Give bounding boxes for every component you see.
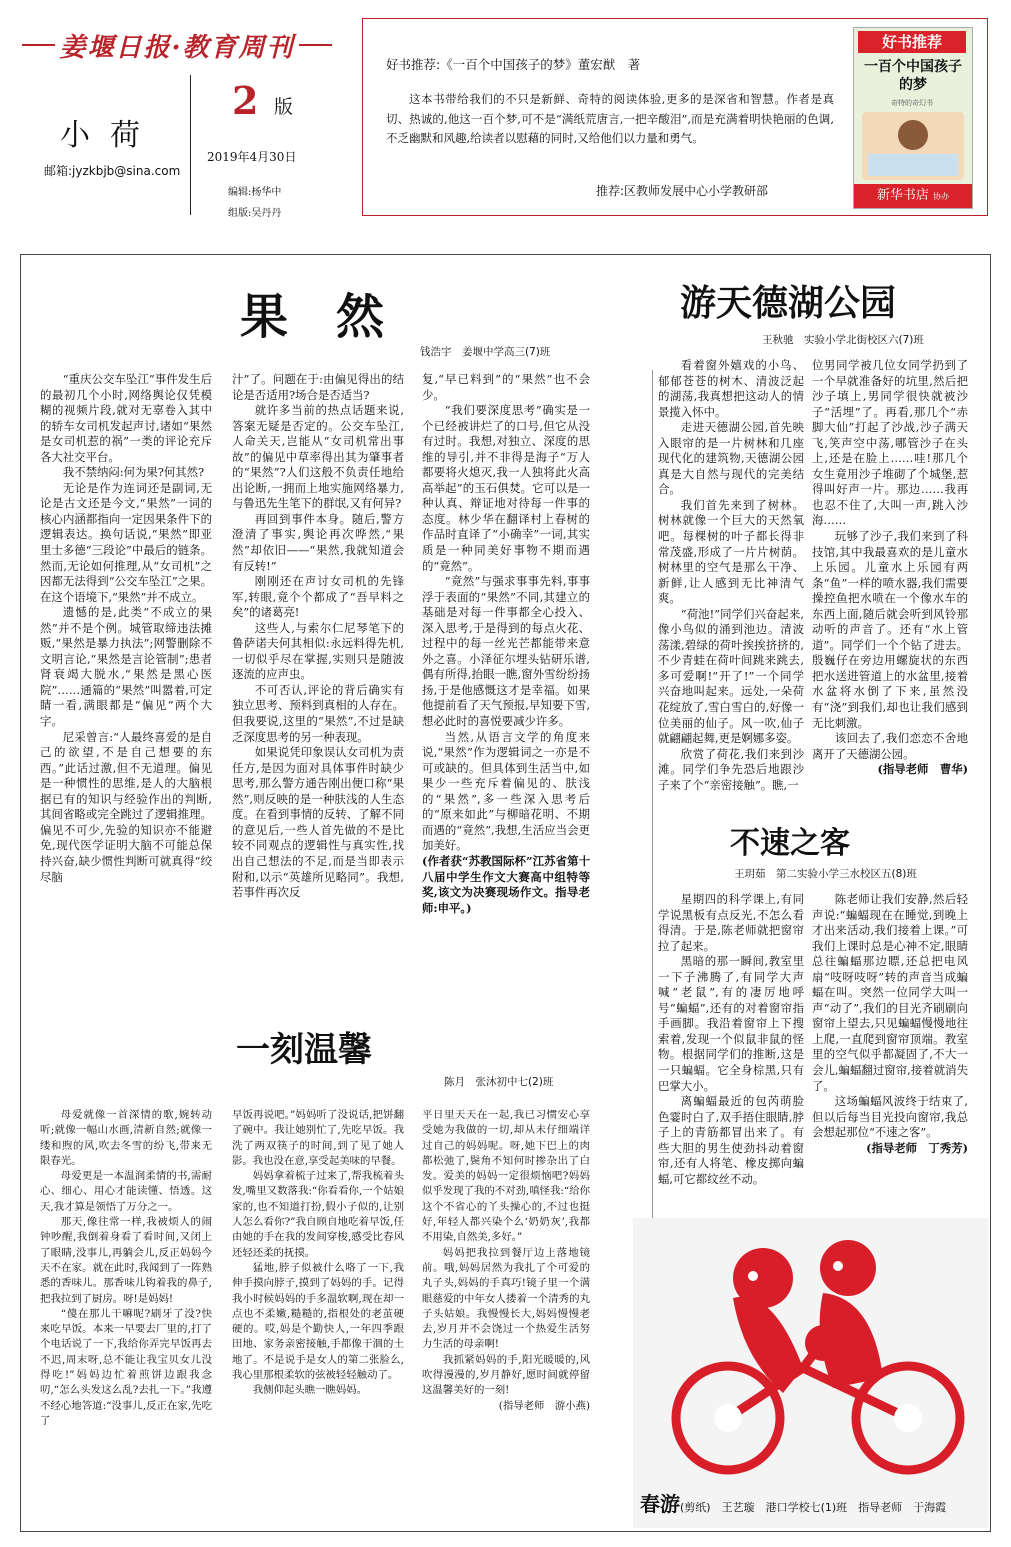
wenxin-col3: 平日里天天在一起,我已习惯安心享受她为我做的一切,却从未仔细端详过自己的妈妈呢。呀,她下巴上的肉都松弛了,鬓角不知何时掺杂出了白发。爱美的妈妈一定很烦恼吧?妈妈似乎发现了我的不对劲,嗔怪我:“给你这个不省心的丫头操心的,不过也挺好,年轻人都兴染个么‘奶奶灰’,我都不用染,自然美,多好。” 妈妈把我拉到餐厅边上落地镜前。哦,妈妈居然为我扎了个可爱的丸子头,妈妈的手真巧!镜子里一个满眼慈爱的中年女人搂着一个清秀的丸子头姑娘。我慢慢长大,妈妈慢慢老去,岁月并不会饶过一个热爱生活努力生活的母亲啊! 我抓紧妈妈的手,阳光暖暖的,风吹得漫漫的,岁月静好,愿时间就停留这温馨美好的一刻! (指导老师 游小燕) (422, 1108, 590, 1414)
busuzhike-col1: 星期四的科学课上,有同学说黑板有点反光,不怎么看得清。于是,陈老师就把窗帘拉了起来。 黑暗的那一瞬间,教室里一下子沸腾了,有同学大声喊“老鼠”,有的凄厉地呼号“蝙蝠”,还有的对着窗帘指手画脚。我沿着窗帘上下搜索着,发现一个似鼠非鼠的怪物。根据同学们的推断,这是一只蝙蝠。它全身棕黑,只有巴掌大小。 离蝙蝠最近的包芮萌脸色霎时白了,双手捂住眼睛,脖子上的青筋都冒出来了。有些大胆的男生使劲抖动着窗帘,还有人将笔、橡皮掷向蝙蝠,可它都纹丝不动。 (658, 892, 804, 1186)
article-title-wenxin: 一刻温馨 (236, 1030, 372, 1070)
email: 邮箱:jyzkbjb@sina.com (44, 164, 181, 178)
byline-busuzhike: 王玥茹 第二实验小学三水校区五(8)班 (734, 868, 917, 880)
guoran-col3: 复,“早已料到”的“果然”也不会少。 “我们要深度思考”确实是一个已经被讲烂了的口号,但它从没有过时。我想,对独立、深度的思维的导引,并不非得是海子“万人都要将火熄灭,我一人独将此火高高举起”的玉石俱焚。它可以是一种认真、辩证地对待每一件事的态度。林少华在翻译村上春树的作品时直译了“小确幸”一词,其实质是一种同美好事物不期而遇的“竟然”。 “竟然”与强求事事先料,事事浮于表面的“果然”不同,其建立的基础是对每一件事都全心投入、深入思考,于是得到的每点火花、过程中的每一丝光芒都能带来意外之喜。小泽征尔埋头钻研乐谱,偶有所得,抬眼一瞧,窗外雪纷纷扬扬,于是他感慨这才是幸福。如果他提前看了天气预报,早知要下雪,想必此时的喜悦要减少许多。 当然,从语言文学的角度来说,“果然”作为逻辑词之一亦是不可或缺的。但具体到生活当中,如果少一些充斥着偏见的、肤浅的“果然”,多一些深入思考后的“原来如此”与柳暗花明、不期而遇的“竟然”,我想,生活应当会更加美好。 (作者获“苏教国际杯”江苏省第十八届中学生作文大赛高中组特等奖,该文为决赛现场作文。指导老师:申平。) (422, 372, 590, 915)
tiandehu-note: (指导老师 曹华) (877, 762, 968, 777)
wenxin-col2: 早饭再说吧。”妈妈听了没说话,把饼翻了碗中。我让她别忙了,先吃早饭。我洗了两双筷子的时间,到了见了她人影。我也没在意,享受起美味的早餐。 妈妈拿着梳子过来了,帮我梳着头发,嘴里又数落我:“你看看你,一个姑娘家的,也不知道打扮,假小子似的,让别人怎么看你?”我自顾自地吃着早饭,任由她的手在我的发间穿梭,感受比春风还轻还柔的抚摸。 猛地,脖子似被什么咯了一下,我伸手摸向脖子,摸到了妈妈的手。记得我小时候妈妈的手多温软啊,现在却一点也不柔嫩,糙糙的,指根处的老茧硬硬的。哎,妈是个勤快人,一年四季跟田地、家务亲密接触,手都像干涸的土地了。不是说手是女人的第二张脸么,我心里那根柔软的弦被轻轻触动了。 我侧仰起头瞧一瞧妈妈。 (232, 1109, 404, 1397)
baby-figure (805, 1325, 841, 1361)
wenxin-col1: 母爱就像一首深情的歌,婉转动听;就像一幅山水画,清新自然;就像一缕和煦的风,吹去冬雪的纷飞,带来无限春光。 母爱更是一本温润柔情的书,需耐心、细心、用心才能读懂、悟透。这天,我才算是领悟了万分之一。 那天,像往常一样,我被烦人的闹钟吵醒,我倒着身看了看时间,又闭上了眼睛,没事儿,再躺会儿,反正妈妈今天不在家。就在此时,我闻到了一阵熟悉的香味儿。那香味儿钩着我的鼻子,把我拉到了厨房。呀!是妈妈! “傻在那儿干嘛呢?刷牙了没?快来吃早饭。本来一早要去厂里的,打了个电话说了一下,我给你弄完早饭再去不迟,周末呀,总不能让我宝贝女儿没得吃!”妈妈边忙着煎饼边跟我念叨,“怎么头发这么乱?去扎一下。”我遵不经心地答道:“没事儿,反正在家,先吃了 (40, 1109, 212, 1427)
wenxin-note: (指导老师 游小燕) (498, 1399, 590, 1412)
byline-guoran: 钱浩宇 姜堰中学高三(7)班 (420, 346, 551, 358)
book-subtitle: 奇特的奇幻书 (891, 99, 933, 107)
papercut-art (633, 1218, 988, 1488)
boy-head (820, 1240, 876, 1296)
masthead-divider (190, 75, 191, 215)
guoran-col1: “重庆公交车坠江”事件发生后的最初几个小时,网络舆论仅凭模糊的视频片段,就对无辜卷入其中的轿车女司机发起声讨,诸如“果然是女司机惹的祸”一类的评论充斥各大社交平台。 我不禁纳闷:何为果?何其然? 无论是作为连词还是副词,无论是古文还是今文,“果然”一词的核心内涵都指向一定因果条件下的逻辑表达。换句话说,“果然”即亚里士多德“三段论”中最后的链条。然而,无论如何推理,从“女司机”之因都无法得到“公交车坠江”之果。在这个语境下,“果然”并不成立。 遗憾的是,此类“不成立的果然”并不是个例。城管取缔违法摊贩,“果然是暴力执法”;网警删除不文明言论,“果然是言论管制”;患者肾衰竭大脱水,“果然是黑心医院”……通篇的“果然”叫嚣着,可定睛一看,满眼都是“偏见”两个大字。 尼采曾言:“人最终喜爱的是自己的欲望,不是自己想要的东西。”此话过激,但不无道理。偏见是一种惯性的思维,是人的大脑根据已有的知识与经验作出的判断,其间省略或完全跳过了逻辑推理。偏见不可少,先验的知识亦不能避免,现代医学证明大脑不可能总保持兴奋,缺少惯性判断可就真得“绞尽脑 (40, 372, 212, 884)
book-header: 好书推荐 (858, 31, 966, 53)
page-number: 2 (232, 78, 259, 123)
book-cover (853, 27, 973, 209)
tiandehu-col1: 看着窗外嬉戏的小鸟、郁郁苍苍的树木、清波泛起的湖荡,我真想把这动人的情景揽入怀中。 走进天德湖公园,首先映入眼帘的是一片树林和几座现代化的建筑物,天德湖公园真是大自然与现代的完美结合。 我们首先来到了树林。树林就像一个巨大的天然氧吧。每棵树的叶子都长得非常茂盛,形成了一片片树荫。树林里的空气是那么干净、新鲜,让人感到无比神清气爽。 “荷池!”同学们兴奋起来,像小鸟似的涌到池边。清波荡漾,碧绿的荷叶挨挨挤挤的,不少青蛙在荷叶间跳来跳去,多可爱啊!“开了!”一个同学兴奋地叫起来。远处,一朵荷花绽放了,雪白雪白的,好像一位美丽的仙子。风一吹,仙子就翩翩起舞,更是婀娜多姿。 欣赏了荷花,我们来到沙滩。同学们争先恐后地跟沙子来了个“亲密接触”。瞧,一 (658, 358, 804, 792)
book-footer: 新华书店 协办 (854, 184, 972, 208)
papercut-image (633, 1218, 988, 1528)
papercut-caption: 春游(剪纸) 王艺璇 港口学校七(1)班 指导老师 于海霞 (640, 1492, 947, 1516)
article-title-guoran: 果然 (240, 289, 433, 345)
recommend-title: 好书推荐:《一百个中国孩子的梦》董宏猷 著 (386, 57, 641, 72)
layout-editor: 组版:吴丹丹 (228, 208, 282, 219)
guoran-col2: 汁”了。问题在于:由偏见得出的结论是否适用?场合是否适当? 就许多当前的热点话题来说,答案无疑是否定的。公交车坠江,人命关天,岂能从“女司机常出事故”的偏见中草率得出其为肇事者的“果然”?人们这般不负责任地给出论断,一拥而上地实施网络暴力,与鲁迅先生笔下的群氓,又有何异? 再回到事件本身。随后,警方澄清了事实,舆论再次哗然,“果然”却依旧——“果然,我就知道会有反转!” 刚刚还在声讨女司机的先锋军,转眼,竟个个都成了“吾早料之矣”的诸葛亮! 这些人,与索尔仁尼琴笔下的鲁萨诺夫何其相似:永远料得先机,一切似乎尽在掌握,实则只是随波逐流的应声虫。 不可否认,评论的背后确实有独立思考、预料到真相的人存在。但我要说,这里的“果然”,不过是缺乏深度思考的另一种表现。 如果说凭印象误认女司机为责任方,是因为面对具体事件时缺少思考,那么警方通告刚出便口称“果然”,则反映的是一种肤浅的人生态度。在看到事情的反转、了解不同的意见后,一些人首先做的不是比较不同观点的逻辑性与真实性,找出自己想法的不足,而是当即表示附和,以示“英雄所见略同”。我想,若事件再次反 (232, 372, 404, 900)
recommend-body: 这本书带给我们的不只是新鲜、奇特的阅读体验,更多的是深省和智慧。作者是真切、热诚的,他这一百个梦,可不是“满纸荒唐言,一把辛酸泪”,而是充满着明快艳丽的色调,不乏幽默和风趣,给读者以慰藉的同时,又给他们以力量和勇气。 (386, 92, 834, 145)
recommend-by: 推荐:区教师发展中心小学教研部 (596, 184, 769, 198)
section-name: 小荷 (60, 118, 160, 153)
guoran-note: (作者获“苏教国际杯”江苏省第十八届中学生作文大赛高中组特等奖,该文为决赛现场作文。指导老师:申平。) (422, 853, 590, 915)
book-illustration (862, 112, 964, 180)
page-label: 版 (274, 96, 294, 118)
child-figure (898, 120, 928, 150)
editor-credits (228, 182, 281, 224)
book-title: 一百个中国孩子的梦 (864, 59, 962, 93)
busuzhike-col2: 陈老师让我们安静,然后轻声说:“蝙蝠现在在睡觉,到晚上才出来活动,我们接着上课。”可我们上课时总是心神不定,眼睛总往蝙蝠那边瞟,还总把电风扇“吱呀吱呀”转的声音当成蝙蝠在叫。突然一位同学大叫一声“动了”,我们的目光齐刷刷向窗帘上望去,只见蝙蝠慢慢地往上爬,一直爬到窗帘顶端。教室里的空气似乎都凝固了,不大一会儿,蝙蝠翻过窗帘,接着就消失了。 这场蝙蝠风波终于结束了,但以后每当目光投向窗帘,我总会想起那位“不速之客”。 (指导老师 丁秀芳) (812, 892, 968, 1155)
editor: 编辑:杨华中 (228, 187, 282, 198)
issue-date: 2019年4月30日 (207, 150, 297, 164)
busuzhike-note: (指导老师 丁秀芳) (866, 1140, 968, 1155)
desk (868, 154, 958, 176)
byline-tiandehu: 王秋驰 实验小学北街校区六(7)班 (762, 334, 924, 346)
article-title-busuzhike: 不速之客 (730, 826, 850, 861)
article-title-tiandehu: 游天德湖公园 (680, 283, 897, 324)
byline-wenxin: 陈月 张沐初中七(2)班 (444, 1076, 554, 1088)
tiandehu-col2: 位男同学被几位女同学扔到了一个早就准备好的坑里,然后把沙子填上,男同学很快就被沙子“活埋”了。再看,那几个“赤脚大仙”打起了沙战,沙子满天飞,笑声空中荡,哪管沙子在头上,还是在脸上……哇!那几个女生竟用沙子堆砌了个城堡,惹得叫好声一片。那边……我再也忍不住了,大叫一声,跳入沙海…… 玩够了沙子,我们来到了科技馆,其中我最喜欢的是儿童水上乐园。儿童水上乐园有两条“鱼”一样的喷水器,我们需要操控鱼把水喷在一个像水车的东西上面,随后就会听到风铃那动听的声音了。还有“水上管道”。同学们一个个钻了进去。殷巍仔在旁边用螺旋状的东西把水送进管道上的水盆里,接着水盆将水倒了下来,虽然没有“浇”到我们,却也让我们感到无比刺激。 该回去了,我们恋恋不舍地离开了天德湖公园。 (指导老师 曹华) (812, 358, 968, 777)
paper-name: 姜堰日报·教育周刊 (18, 28, 336, 62)
